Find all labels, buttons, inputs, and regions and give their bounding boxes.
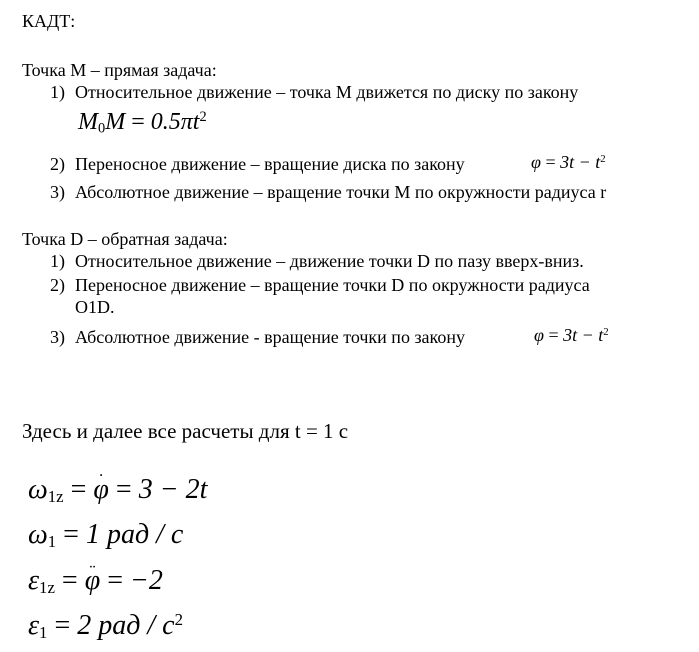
list-number: 1) <box>50 251 65 271</box>
formula-part: φ <box>534 325 544 345</box>
list-number: 3) <box>50 327 65 347</box>
formula-rhs: 1 рад / с <box>85 519 184 550</box>
formula-phi-law <box>531 151 606 173</box>
formula-epsilon-1z <box>28 563 163 599</box>
formula-eq: = <box>61 565 78 596</box>
formula-sub: 0 <box>98 120 106 137</box>
formula-part: φ <box>531 152 541 172</box>
formula-eq: = <box>70 474 87 505</box>
formula-sup: 2 <box>199 109 207 126</box>
list-number: 1) <box>50 82 65 102</box>
list-item-text: Относительное движение – точка М движется по диску по закону <box>75 82 579 102</box>
formula-phi-dot: ˙ φ <box>93 472 109 508</box>
formula-eq: = <box>545 152 556 172</box>
section-d-title: Точка D – обратная задача: <box>22 229 228 249</box>
formula-rhs: 2 рад / с <box>77 610 175 641</box>
formula-sup: 2 <box>603 326 609 339</box>
formula-eq: = <box>63 519 79 550</box>
formula-epsilon-1 <box>28 608 183 644</box>
formula-part: M <box>105 109 126 135</box>
formula-rhs: −2 <box>129 565 163 596</box>
formula-m0m <box>78 107 207 137</box>
list-item-text: Переносное движение – вращение точки D по окружности радиуса <box>75 275 590 295</box>
formula-rhs: 3 − 2t <box>138 474 208 505</box>
formula-eq: = <box>54 610 71 641</box>
list-number: 2) <box>50 154 65 174</box>
section-m-title: Точка М – прямая задача: <box>22 60 217 80</box>
formula-eq: = <box>131 109 145 135</box>
formula-sym: ω <box>28 519 48 550</box>
formula-part: M <box>78 109 98 135</box>
list-item-text: Относительное движение – движение точки D по пазу вверх-вниз. <box>75 251 584 271</box>
formula-sub: 1 <box>39 623 48 643</box>
calc-note: Здесь и далее все расчеты для t = 1 с <box>22 419 349 443</box>
formula-sup: 2 <box>600 153 606 166</box>
formula-rhs: 3t − t <box>563 325 604 345</box>
list-item-text: Абсолютное движение - вращение точки по закону <box>75 327 466 347</box>
formula-eq: = <box>548 325 559 345</box>
formula-omega-1 <box>28 517 183 553</box>
formula-eq: = <box>107 565 123 596</box>
list-item-text: Абсолютное движение – вращение точки М по окружности радиуса r <box>75 182 607 202</box>
formula-sym: ε <box>28 610 40 641</box>
formula-sym: ε <box>28 565 40 596</box>
formula-sub: 1z <box>47 487 64 507</box>
formula-rhs: 0.5πt <box>150 109 200 135</box>
formula-sub: 1z <box>39 578 55 598</box>
list-number: 3) <box>50 182 65 202</box>
list-item-text-continued: O1D. <box>75 297 115 317</box>
list-item-text: Переносное движение – вращение диска по закону <box>75 154 465 174</box>
formula-phi-ddot: ¨ φ <box>85 563 101 599</box>
formula-omega-1z <box>28 472 207 508</box>
formula-rhs: 3t − t <box>560 152 601 172</box>
formula-sym: ω <box>28 474 48 505</box>
list-number: 2) <box>50 275 65 295</box>
formula-eq: = <box>115 474 132 505</box>
formula-sup: 2 <box>174 609 183 629</box>
formula-sub: 1 <box>47 532 57 552</box>
formula-phi-law <box>534 324 609 346</box>
page-header: КАДТ: <box>22 11 76 31</box>
